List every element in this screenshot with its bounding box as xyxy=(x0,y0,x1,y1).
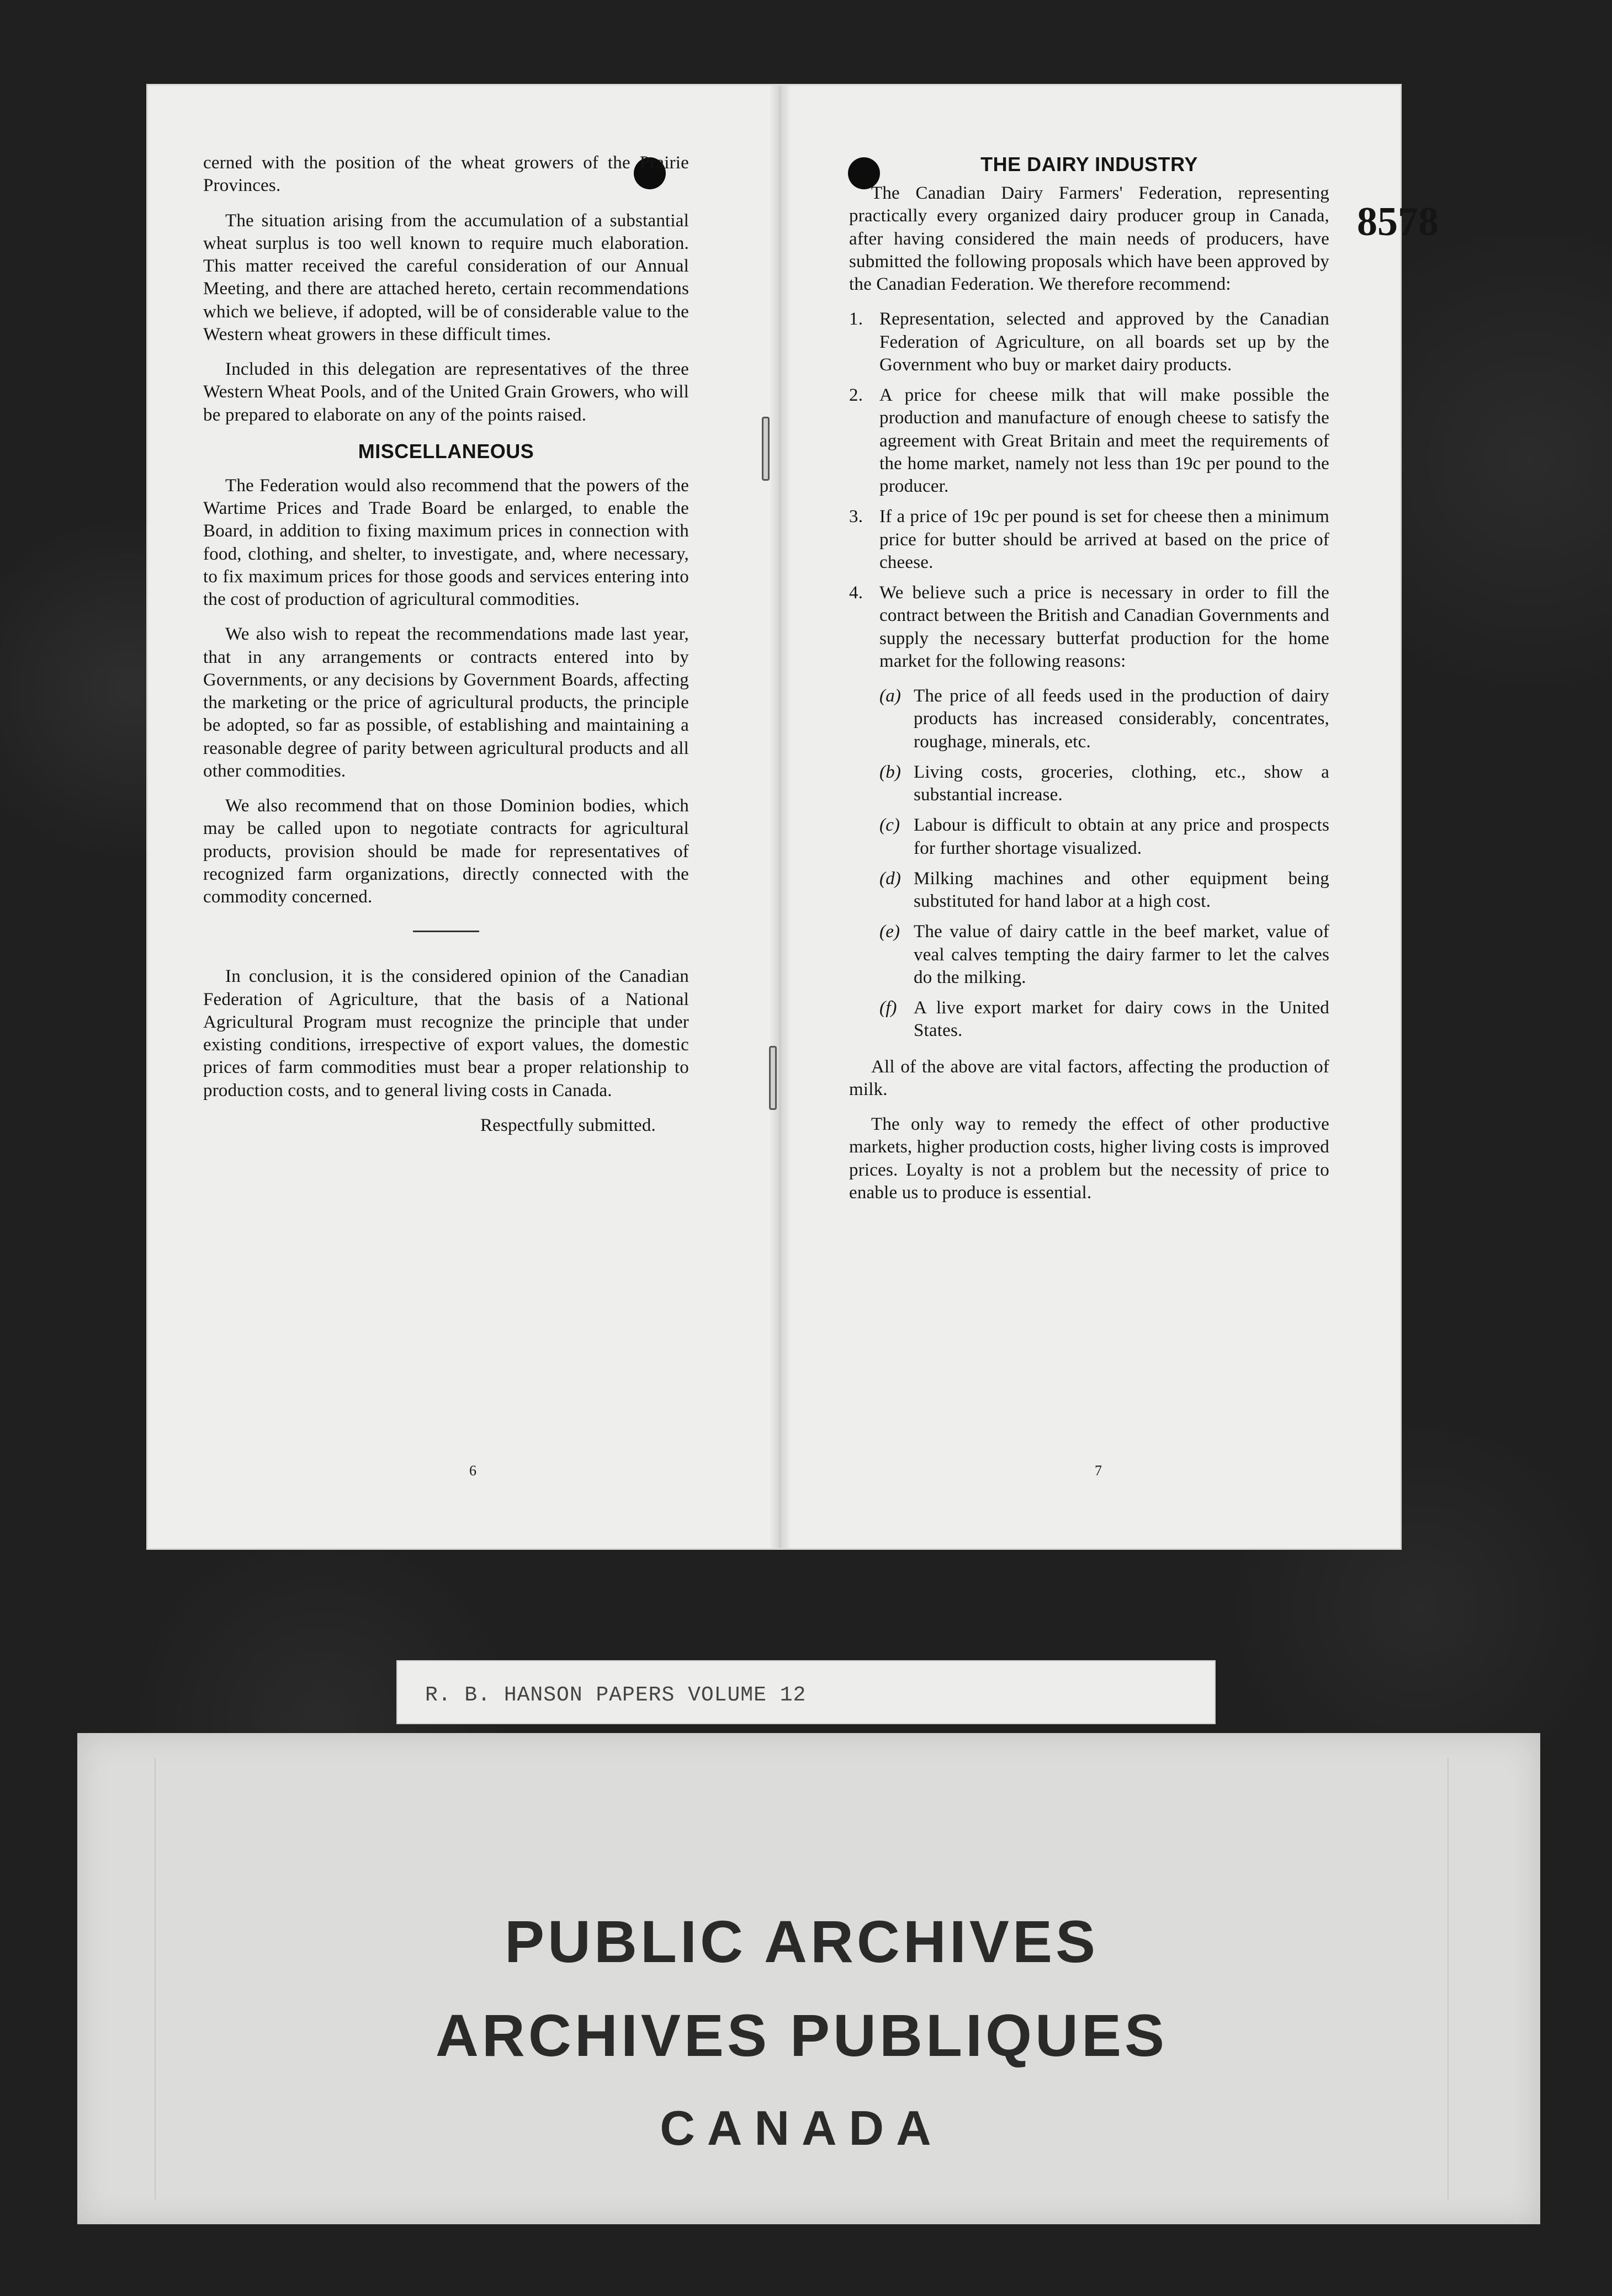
recommendation-number: 3. xyxy=(849,507,863,527)
reason-text: A live export market for dairy cows in the United States. xyxy=(914,998,1329,1041)
recommendation-text: We believe such a price is necessary in order to fill the contract between the British and Canadian Governments and supply the necessary butterfat production for the home market for the following reasons: xyxy=(879,583,1329,671)
recommendation-text: If a price of 19c per pound is set for cheese then a minimum price for butter should be arrived at based on the price of cheese. xyxy=(879,507,1329,572)
recommendation-text: A price for cheese milk that will make possible the production and manufacture of enough cheese to satisfy the agreement with Great Britain and meet the requirements of the home market, namely not less than 19c per pound to the producer. xyxy=(879,385,1329,496)
recommendation-item xyxy=(849,506,1329,574)
reason-letter: (a) xyxy=(879,686,902,706)
right-paragraph: The only way to remedy the effect of other productive markets, higher production costs, higher living costs is improved prices. Loyalty is not a problem but the necessity of price to enable us to produce is essential. xyxy=(849,1114,1329,1203)
archives-stamp-card xyxy=(77,1733,1540,2224)
right-paragraph: All of the above are vital factors, affecting the production of milk. xyxy=(849,1056,1329,1099)
volume-label xyxy=(397,1661,1215,1723)
stamp-line-country: CANADA xyxy=(660,2101,943,2155)
reason-item xyxy=(879,761,1329,807)
stamp-line-english: PUBLIC ARCHIVES xyxy=(504,1908,1099,1975)
recommendation-item xyxy=(849,308,1329,376)
reason-text: Labour is difficult to obtain at any price and prospects for further shortage visualized. xyxy=(914,815,1329,858)
archives-stamp-border xyxy=(155,1758,1449,2199)
left-paragraph: cerned with the position of the wheat growers of the Prairie Provinces. xyxy=(203,153,689,196)
booklet-spread xyxy=(148,86,1439,1548)
reason-text: The value of dairy cattle in the beef market, value of veal calves tempting the dairy farmer to let the calves do the milking. xyxy=(914,922,1329,987)
reason-letter: (c) xyxy=(879,815,900,836)
staple-top xyxy=(762,417,770,481)
reason-letter: (d) xyxy=(879,868,902,889)
left-paragraph: The Federation would also recommend that the powers of the Wartime Prices and Trade Board be enlarged, to enable the Board, in addition to fixing maximum prices in connection with food, clothing, and shelter, to investigate, and, where necessary, to fix maximum prices for those goods and services entering into the cost of production of agricultural commodities. xyxy=(203,475,689,609)
heading-miscellaneous: MISCELLANEOUS xyxy=(358,439,534,463)
recommendation-number: 2. xyxy=(849,385,863,405)
recommendation-text: Representation, selected and approved by the Canadian Federation of Agriculture, on all boards set up by the Government who buy or market dairy products. xyxy=(879,309,1329,375)
folio-number: 8578 xyxy=(1357,199,1439,245)
reason-item xyxy=(879,997,1329,1043)
heading-dairy-industry: THE DAIRY INDUSTRY xyxy=(980,153,1198,176)
center-fold xyxy=(769,86,791,1548)
reasons-list xyxy=(879,685,1329,1043)
reason-item xyxy=(879,868,1329,913)
staple-bottom xyxy=(769,1046,777,1110)
left-paragraph: The situation arising from the accumulation of a substantial wheat surplus is too well known to require much elaboration. This matter received the careful consideration of our Annual Meeting, and there are attached hereto, certain recommendations which we believe, if adopted, will be of considerable value to the Western wheat growers in these difficult times. xyxy=(203,210,689,344)
stamp-line-french: ARCHIVES PUBLIQUES xyxy=(435,2002,1168,2069)
recommendation-number: 1. xyxy=(849,309,863,329)
left-paragraph: Included in this delegation are representatives of the three Western Wheat Pools, and of the United Grain Growers, who will be prepared to elaborate on any of the points raised. xyxy=(203,359,689,425)
reason-item xyxy=(879,921,1329,989)
left-paragraph: We also wish to repeat the recommendations made last year, that in any arrangements or contracts entered into by Governments, or any decisions by Government Boards, affecting the marketing or the price of agricultural products, the principle be adopted, so far as possible, of establishing and maintaining a reasonable degree of parity between agricultural products and all other commodities. xyxy=(203,624,689,781)
left-paragraph: We also recommend that on those Dominion bodies, which may be called upon to negotiate contracts for agricultural products, provision should be made for representatives of recognized farm organizations, directly connected with the commodity concerned. xyxy=(203,796,689,907)
reason-letter: (e) xyxy=(879,922,900,942)
recommendation-number: 4. xyxy=(849,583,863,603)
page-number-left: 6 xyxy=(469,1463,476,1479)
reason-item xyxy=(879,814,1329,860)
reason-item xyxy=(879,685,1329,753)
recommendation-item xyxy=(849,384,1329,498)
section-divider xyxy=(413,931,479,932)
page-number-right: 7 xyxy=(1095,1463,1102,1479)
recommendation-item xyxy=(849,582,1329,673)
reason-letter: (b) xyxy=(879,762,902,782)
right-page xyxy=(849,152,1329,1216)
volume-label-text: R. B. HANSON PAPERS VOLUME 12 xyxy=(425,1683,807,1707)
reason-text: Milking machines and other equipment being substituted for hand labor at a high cost. xyxy=(914,868,1329,911)
reason-text: The price of all feeds used in the production of dairy products has increased considerably, concentrates, roughage, minerals, etc. xyxy=(914,686,1329,752)
left-page xyxy=(203,152,689,1137)
reason-letter: (f) xyxy=(879,998,897,1018)
left-paragraph-conclusion: In conclusion, it is the considered opinion of the Canadian Federation of Agriculture, that the basis of a National Agricultural Program must recognize the principle that under existing conditions, irrespective of export values, the domestic prices of farm commodities must bear a proper relationship to production costs, and to general living costs in Canada. xyxy=(203,966,689,1101)
right-intro: The Canadian Dairy Farmers' Federation, representing practically every organized dairy producer group in Canada, after having considered the main needs of producers, have submitted the following proposals which have been approved by the Canadian Federation. We therefore recommend: xyxy=(849,183,1329,294)
signoff: Respectfully submitted. xyxy=(480,1115,656,1135)
recommendation-list xyxy=(849,308,1329,673)
reason-text: Living costs, groceries, clothing, etc., show a substantial increase. xyxy=(914,762,1329,805)
